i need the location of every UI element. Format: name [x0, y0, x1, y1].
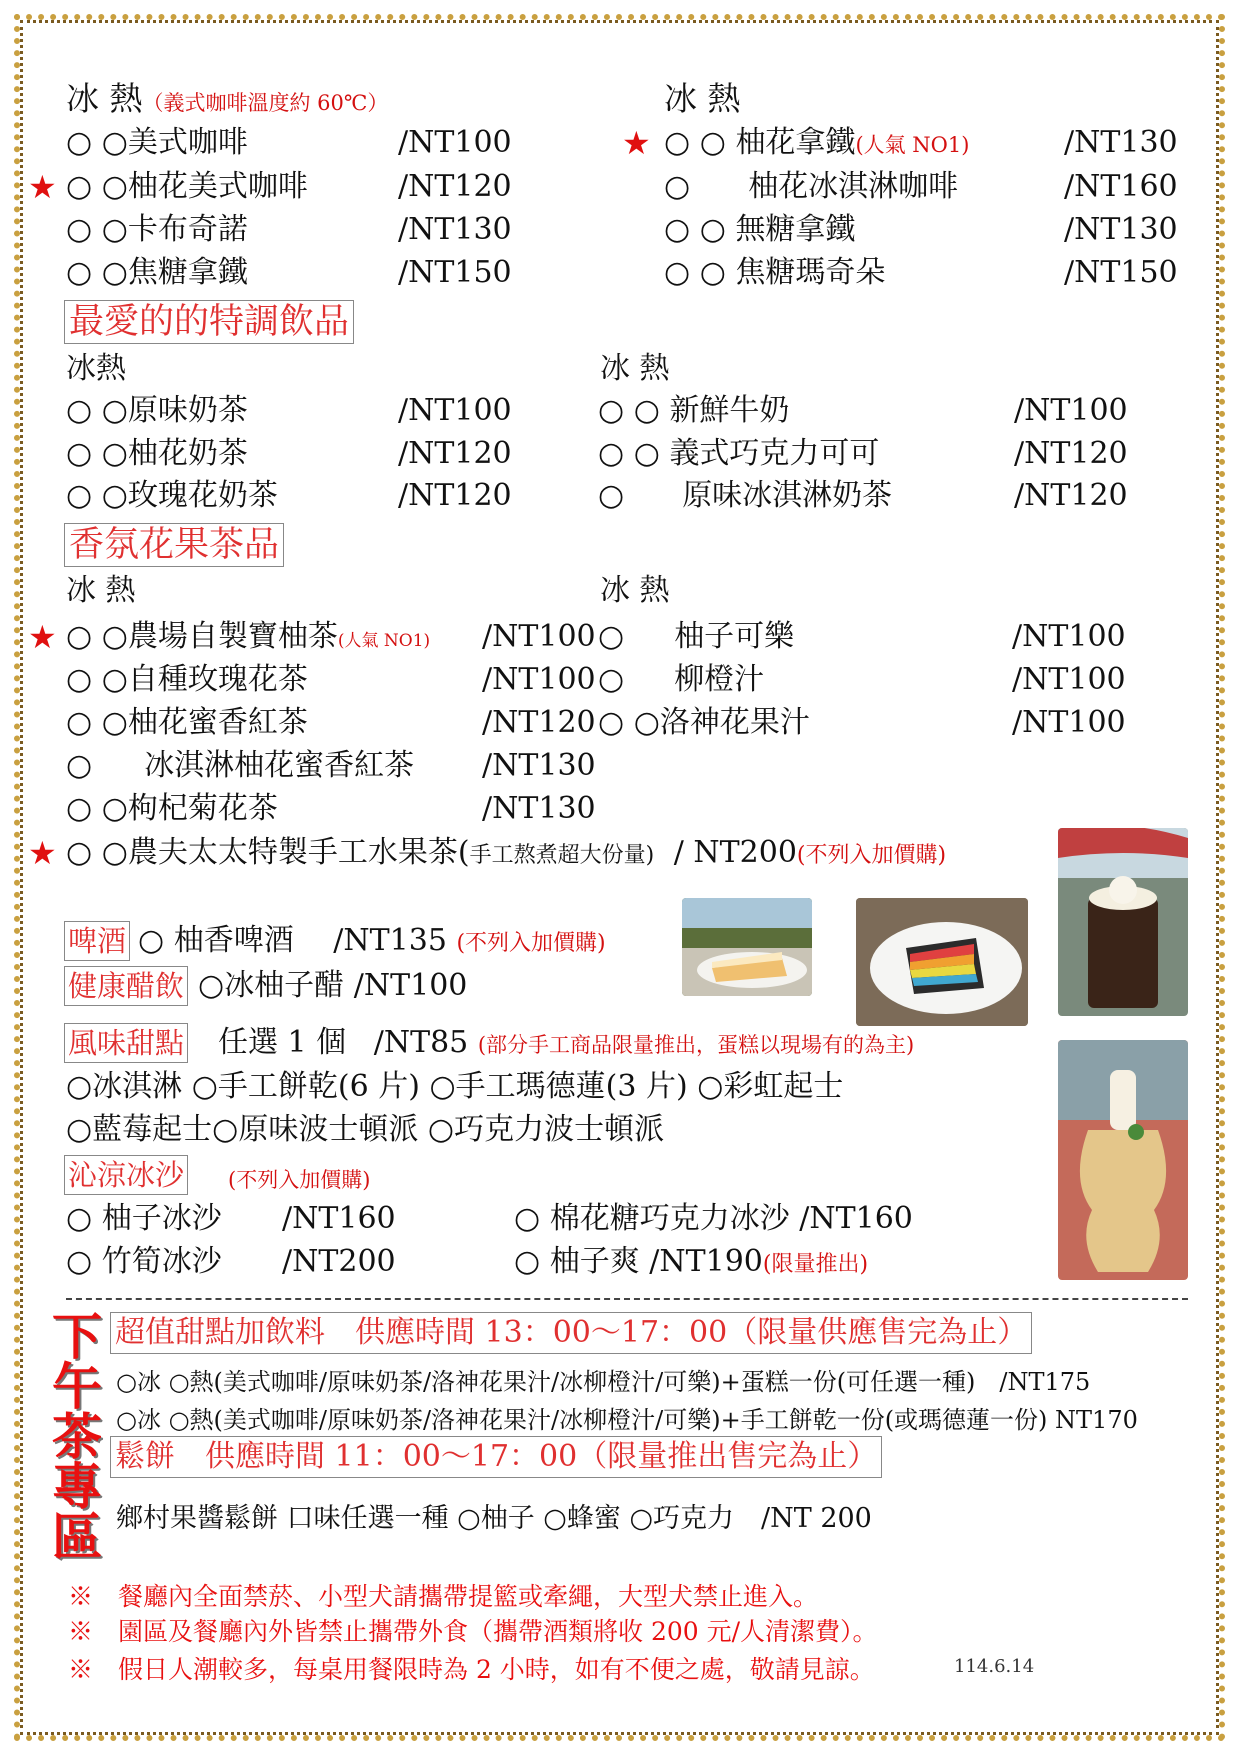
combo-option-1[interactable]: ○冰 ○熱(美式咖啡/原味奶茶/洛神花果汁/冰柳橙汁/可樂)+蛋糕一份(可任選一種) /NT175 [116, 1368, 1091, 1396]
menu-item[interactable]: ○ 竹筍冰沙 [66, 1244, 222, 1279]
star-icon: ★ [28, 834, 57, 872]
menu-item[interactable]: ○ ○ 新鮮牛奶 [598, 393, 790, 428]
menu-item[interactable]: ○ ○原味奶茶 [66, 393, 248, 428]
combo-option-2[interactable]: ○冰 ○熱(美式咖啡/原味奶茶/洛神花果汁/冰柳橙汁/可樂)+手工餅乾一份(或瑪德蓮一份) NT170 [116, 1406, 1138, 1434]
menu-item[interactable]: ○ 柚子冰沙 [66, 1201, 222, 1236]
menu-item[interactable]: ○ ○柚花蜜香紅茶 [66, 705, 308, 740]
menu-item[interactable]: ○ ○ 焦糖瑪奇朵 [664, 255, 886, 290]
menu-item[interactable]: ○ 冰淇淋柚花蜜香紅茶 [66, 748, 415, 783]
star-icon: ★ [28, 618, 57, 656]
menu-item[interactable]: ○ 柳橙汁 [598, 662, 765, 697]
special-right-header: 冰 熱 [600, 351, 670, 386]
menu-item[interactable]: ○ 柚子可樂 [598, 619, 795, 654]
price: /NT100 [398, 125, 512, 160]
divider [66, 1298, 1188, 1300]
smoothie-label: 沁涼冰沙 [64, 1155, 188, 1195]
smoothie-note: (不列入加價購) [228, 1168, 371, 1192]
cake-photo [682, 898, 812, 996]
note-no-smoking: ※ 餐廳內全面禁菸、小型犬請攜帶提籃或牽繩，大型犬禁止進入。 [68, 1582, 819, 1611]
revision-date: 114.6.14 [954, 1656, 1035, 1677]
beer-label: 啤酒 [64, 921, 130, 961]
menu-item[interactable]: ○ ○枸杞菊花茶 [66, 791, 278, 826]
tea-title: 香氛花果茶品 [64, 523, 284, 567]
dessert-options-2[interactable]: ○藍莓起士○原味波士頓派 ○巧克力波士頓派 [66, 1112, 665, 1147]
menu-item[interactable]: ○ ○農場自製寶柚茶(人氣 NO1) [66, 619, 431, 654]
menu-item-beer[interactable]: ○ 柚香啤酒 /NT135 (不列入加價購) [138, 923, 606, 958]
price: /NT160 [1064, 169, 1178, 204]
muffin-title: 鬆餅 供應時間 11：00～17：00（限量推出售完為止） [110, 1436, 882, 1478]
temp-note: （義式咖啡溫度約 60℃） [142, 91, 389, 115]
menu-item[interactable]: ○ ○ 柚花拿鐵(人氣 NO1) [664, 125, 970, 160]
menu-item[interactable]: ○ ○ 義式巧克力可可 [598, 436, 880, 471]
special-title: 最愛的的特調飲品 [64, 300, 354, 344]
tea-right-header: 冰 熱 [600, 573, 670, 608]
menu-item[interactable]: ○ ○卡布奇諾 [66, 212, 248, 247]
menu-item[interactable]: ○ ○焦糖拿鐵 [66, 255, 248, 290]
combo-title: 超值甜點加飲料 供應時間 13：00～17：00（限量供應售完為止） [110, 1312, 1032, 1354]
price: /NT100 [398, 393, 512, 428]
price: /NT100 [1012, 705, 1126, 740]
vinegar-label: 健康醋飲 [64, 966, 188, 1006]
price: /NT120 [398, 436, 512, 471]
note-no-outside-food: ※ 園區及餐廳內外皆禁止攜帶外食（攜帶酒類將收 200 元/人清潔費）。 [68, 1617, 878, 1646]
price: /NT130 [398, 212, 512, 247]
menu-item[interactable]: ○ ○美式咖啡 [66, 125, 248, 160]
dessert-label: 風味甜點 [64, 1023, 188, 1063]
price: /NT120 [1014, 436, 1128, 471]
price: /NT120 [1014, 478, 1128, 513]
note-time-limit: ※ 假日人潮較多，每桌用餐限時為 2 小時，如有不便之處，敬請見諒。 [68, 1655, 875, 1684]
price: /NT130 [482, 748, 596, 783]
price: /NT100 [482, 619, 596, 654]
menu-item[interactable]: ○ ○ 無糖拿鐵 [664, 212, 856, 247]
price: /NT120 [482, 705, 596, 740]
price: /NT100 [1012, 662, 1126, 697]
smoothie-photo [1058, 1040, 1188, 1280]
menu-item[interactable]: ○ 棉花糖巧克力冰沙 /NT160 [514, 1201, 913, 1236]
menu-item-fruit-tea[interactable]: ○ ○農夫太太特製手工水果茶(手工熬煮超大份量) / NT200(不列入加價購) [66, 835, 947, 870]
coffee-left-header: 冰 熱（義式咖啡溫度約 60℃） [66, 79, 389, 118]
price: /NT200 [282, 1244, 396, 1279]
special-left-header: 冰熱 [66, 351, 126, 386]
price: /NT100 [1012, 619, 1126, 654]
price: /NT120 [398, 169, 512, 204]
menu-item[interactable]: ○ ○自種玫瑰花茶 [66, 662, 308, 697]
muffin-option[interactable]: 鄉村果醬鬆餅 口味任選一種 ○柚子 ○蜂蜜 ○巧克力 /NT 200 [116, 1503, 872, 1534]
menu-item-vinegar[interactable]: ○冰柚子醋 /NT100 [198, 968, 468, 1003]
coffee-right-header: 冰 熱 [664, 79, 741, 118]
dessert-row: 任選 1 個 /NT85 (部分手工商品限量推出，蛋糕以現場有的為主) [218, 1025, 915, 1060]
menu-item[interactable]: ○ ○玫瑰花奶茶 [66, 478, 278, 513]
star-icon: ★ [622, 124, 651, 162]
menu-item[interactable]: ○ 柚花冰淇淋咖啡 [664, 169, 959, 204]
star-icon: ★ [28, 168, 57, 206]
price: /NT130 [1064, 125, 1178, 160]
price: /NT130 [482, 791, 596, 826]
tea-left-header: 冰 熱 [66, 573, 136, 608]
menu-item[interactable]: ○ 柚子爽 /NT190(限量推出) [514, 1244, 869, 1279]
price: /NT100 [1014, 393, 1128, 428]
afternoon-tea-vertical-title: 下午茶專區 [44, 1310, 103, 1560]
rainbow-cheesecake-photo [856, 898, 1028, 1026]
menu-item[interactable]: ○ ○柚花奶茶 [66, 436, 248, 471]
price: /NT160 [282, 1201, 396, 1236]
price: /NT100 [482, 662, 596, 697]
price: /NT130 [1064, 212, 1178, 247]
ice-cream-coffee-photo [1058, 828, 1188, 1016]
menu-item[interactable]: ○ ○洛神花果汁 [598, 705, 810, 740]
menu-item[interactable]: ○ ○柚花美式咖啡 [66, 169, 308, 204]
dessert-options-1[interactable]: ○冰淇淋 ○手工餅乾(6 片) ○手工瑪德蓮(3 片) ○彩虹起士 [66, 1069, 844, 1104]
menu-item[interactable]: ○ 原味冰淇淋奶茶 [598, 478, 893, 513]
price: /NT120 [398, 478, 512, 513]
price: /NT150 [398, 255, 512, 290]
price: /NT150 [1064, 255, 1178, 290]
